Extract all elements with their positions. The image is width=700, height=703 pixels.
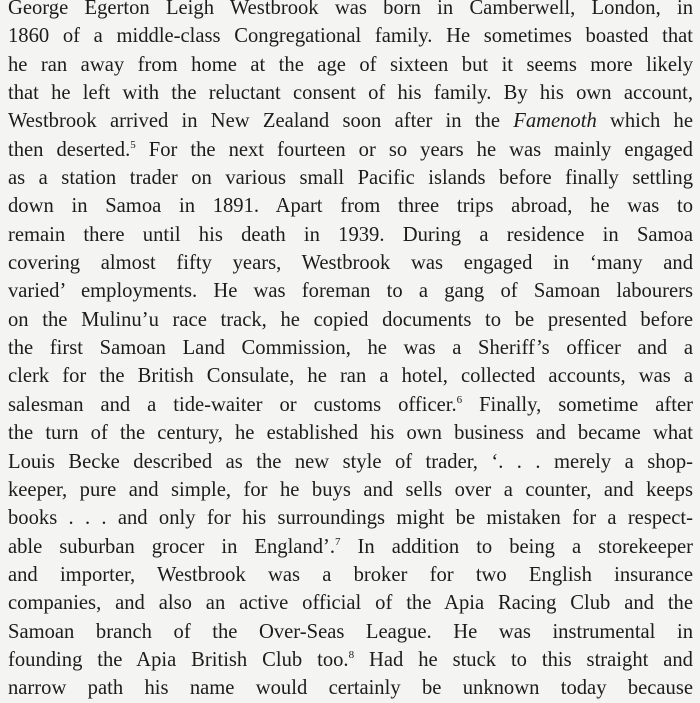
- text-segment: able suburban grocer in England’.: [8, 535, 336, 558]
- text-segment: which he: [596, 110, 693, 133]
- text-segment: companies, and also an active official of the Apia Racing Club and the: [8, 592, 693, 615]
- text-line: [8, 674, 693, 702]
- text-segment: on the Mulinu’u race track, he copied documents to be presented before: [8, 308, 693, 331]
- text-line: [8, 419, 693, 447]
- text-segment: the turn of the century, he established his own business and became what: [8, 422, 693, 445]
- text-line: [8, 136, 693, 164]
- text-segment: covering almost fifty years, Westbrook was engaged in ‘many and: [8, 252, 693, 275]
- text-line: [8, 249, 693, 277]
- text-segment: 1860 of a middle-class Congregational family. He sometimes boasted that: [8, 25, 693, 48]
- text-segment: then deserted.: [8, 138, 131, 161]
- text-segment: Samoan branch of the Over-Seas League. He was instrumental in: [8, 620, 693, 643]
- text-segment: Had he stuck to this straight and: [354, 648, 693, 671]
- text-line: [8, 391, 693, 419]
- text-segment: down in Samoa in 1891. Apart from three trips abroad, he was to: [8, 195, 693, 218]
- text-segment: keeper, pure and simple, for he buys and sells over a counter, and keeps: [8, 478, 693, 501]
- text-segment: varied’ employments. He was foreman to a gang of Samoan labourers: [8, 280, 693, 303]
- text-line: [8, 79, 693, 107]
- text-segment: the first Samoan Land Commission, he was a Sheriff’s officer and a: [8, 337, 693, 360]
- text-segment: remain there until his death in 1939. During a residence in Samoa: [8, 223, 693, 246]
- footnote-marker: 6: [456, 393, 463, 406]
- text-segment: Westbrook arrived in New Zealand soon after in the: [8, 110, 514, 133]
- text-segment: clerk for the British Consulate, he ran a hotel, collected accounts, was a: [8, 365, 693, 388]
- text-line: [8, 0, 693, 22]
- text-segment: and importer, Westbrook was a broker for two English insurance: [8, 563, 693, 586]
- text-segment: books . . . and only for his surroundings might be mistaken for a respect-: [8, 507, 693, 530]
- text-line: [8, 589, 693, 617]
- text-line: [8, 362, 693, 390]
- footnote-marker: 5: [130, 138, 136, 151]
- text-line: [8, 476, 693, 504]
- text-line: [8, 277, 693, 305]
- text-segment: salesman and a tide-waiter or customs officer.: [8, 393, 457, 416]
- body-text: [8, 0, 700, 703]
- text-segment: founding the Apia British Club too.: [8, 648, 349, 671]
- text-line: [8, 504, 693, 532]
- text-line: [8, 448, 693, 476]
- text-segment: For the next fourteen or so years he was mainly engaged: [135, 138, 693, 161]
- text-segment: narrow path his name would certainly be unknown today because: [8, 677, 693, 700]
- text-line: [8, 221, 693, 249]
- text-line: [8, 646, 693, 674]
- text-line: [8, 334, 693, 362]
- text-line: [8, 533, 693, 561]
- text-segment: as a station trader on various small Pacific islands before finally settling: [8, 167, 693, 190]
- text-line: [8, 51, 693, 79]
- text-line: [8, 192, 693, 220]
- footnote-marker: 8: [348, 648, 355, 661]
- text-line: [8, 164, 693, 192]
- text-segment: Louis Becke described as the new style of trader, ‘. . . merely a shop-: [8, 450, 693, 473]
- text-segment: George Egerton Leigh Westbrook was born in Camberwell, London, in: [8, 0, 693, 19]
- text-segment: In addition to being a storekeeper: [340, 535, 693, 558]
- text-line: [8, 22, 693, 50]
- text-segment: Finally, sometime after: [462, 393, 693, 416]
- italic-text: Famenoth: [513, 110, 597, 133]
- text-line: [8, 306, 693, 334]
- text-segment: he ran away from home at the age of sixteen but it seems more likely: [8, 53, 693, 76]
- text-line: [8, 561, 693, 589]
- text-line: [8, 618, 693, 646]
- text-segment: that he left with the reluctant consent of his family. By his own account,: [8, 82, 693, 105]
- text-line: [8, 107, 693, 135]
- footnote-marker: 7: [335, 535, 341, 548]
